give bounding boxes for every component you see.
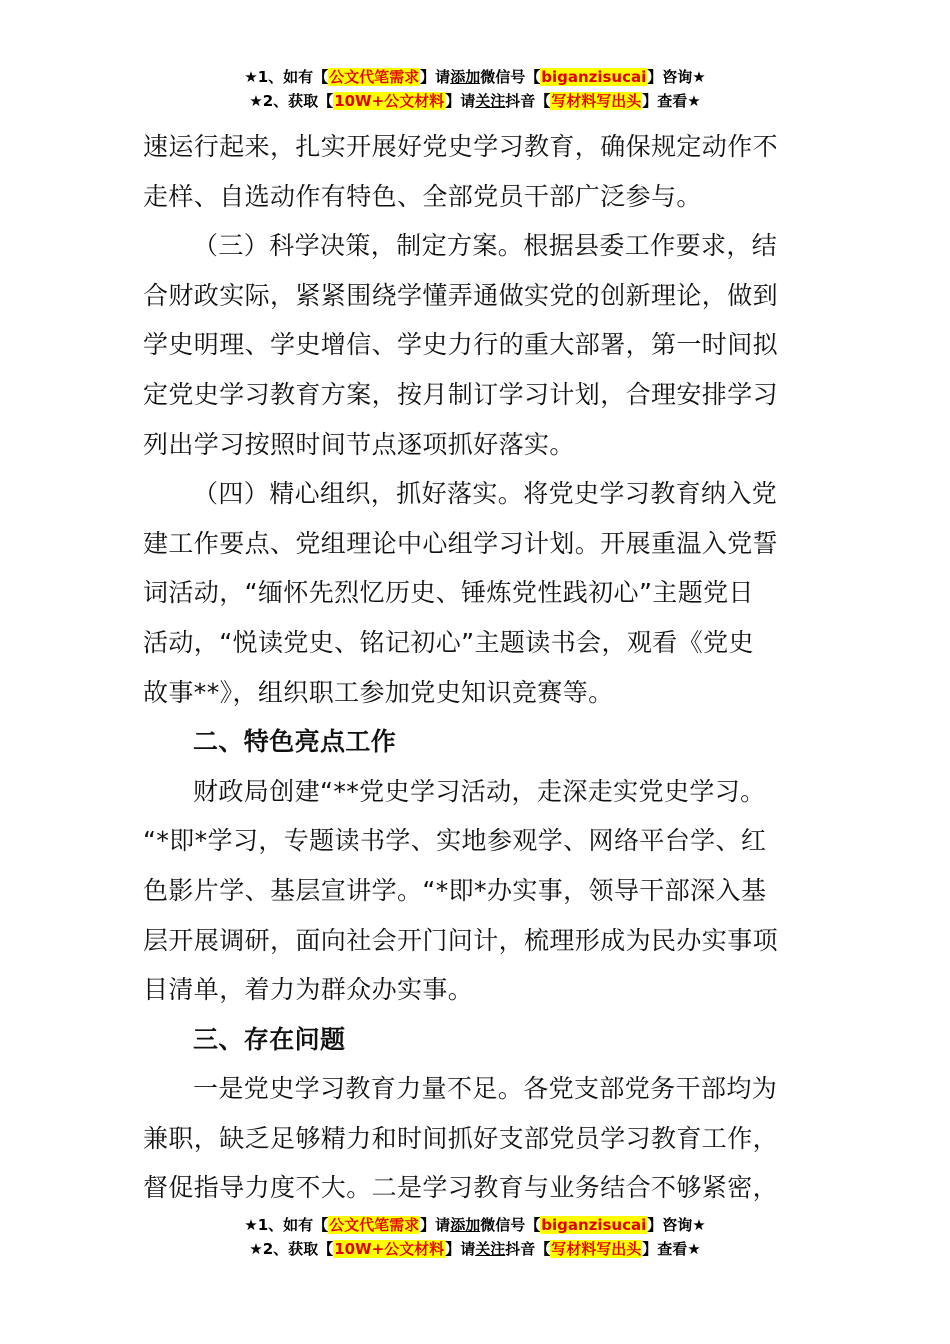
banner-line-1 [0,1214,950,1238]
banner-underline: 添加 [450,1216,481,1234]
paragraph [143,122,811,221]
banner-underline: 添加 [450,68,481,86]
text-line: 兼职，缺乏足够精力和时间抓好支部党员学习教育工作， [143,1123,779,1153]
banner-highlight: 公文代笔需求 [329,68,420,86]
text-line: 色影片学、基层宣讲学。“*即*办实事，领导干部深入基 [143,875,767,905]
text-line: 财政局创建“**党史学习活动，走深走实党史学习。 [193,776,766,806]
text-line: 故事**》，组织职工参加党史知识竞赛等。 [143,677,614,707]
banner-text: ★2、获取【 [249,1240,334,1258]
banner-highlight: 10W+公文材料 [334,92,445,110]
text-line: 目清单，着力为群众办实事。 [143,975,474,1005]
banner-text: 抖音【 [505,1240,551,1258]
banner-line-2 [0,1238,950,1262]
banner-text: 抖音【 [505,92,551,110]
text-line: 活动，“悦读党史、铭记初心”主题读书会，观看《党史 [143,627,754,657]
banner-text: 】咨询★ [647,68,706,86]
banner-text: 微信号【 [480,68,541,86]
text-line: 走样、自选动作有特色、全部党员干部广泛参与。 [143,181,702,211]
text-line: 督促指导力度不大。二是学习教育与业务结合不够紧密， [143,1173,779,1203]
banner-highlight: 10W+公文材料 [334,1240,445,1258]
banner-text: 】请 [445,1240,476,1258]
wechat-id-highlight: biganzisucai [541,68,647,86]
text-line: 一是党史学习教育力量不足。各党支部党务干部均为 [193,1074,778,1104]
banner-highlight: 公文代笔需求 [329,1216,420,1234]
banner-text: ★1、如有【 [244,68,329,86]
text-line: 列出学习按照时间节点逐项抓好落实。 [143,429,575,459]
text-line: 合财政实际，紧紧围绕学懂弄通做实党的创新理论，做到 [143,280,779,310]
banner-text: ★1、如有【 [244,1216,329,1234]
paragraph [143,1064,811,1213]
banner-text: 】请 [420,1216,451,1234]
header-banner [0,66,950,114]
text-line: 速运行起来，扎实开展好党史学习教育，确保规定动作不 [143,132,779,161]
banner-text: 】请 [420,68,451,86]
banner-line-2 [0,90,950,114]
section-heading: 三、存在问题 [193,1024,346,1054]
text-line: 学史明理、学史增信、学史力行的重大部署，第一时间拟 [143,330,779,360]
banner-underline: 关注 [475,92,506,110]
banner-text: ★2、获取【 [249,92,334,110]
wechat-id-highlight: biganzisucai [541,1216,647,1234]
paragraph [143,469,811,717]
text-line: 定党史学习教育方案，按月制订学习计划，合理安排学习 [143,379,779,409]
document-body [143,122,811,1213]
banner-line-1 [0,66,950,90]
banner-underline: 关注 [475,1240,506,1258]
banner-text: 】请 [445,92,476,110]
banner-text: 】查看★ [642,92,701,110]
paragraph [143,221,811,469]
paragraph [143,767,811,1015]
text-line: “*即*学习，专题读书学、实地参观学、网络平台学、红 [143,826,767,856]
banner-text: 】查看★ [642,1240,701,1258]
text-line: 词活动，“缅怀先烈忆历史、锤炼党性践初心”主题党日 [143,578,754,608]
text-line: 层开展调研，面向社会开门问计，梳理形成为民办实事项 [143,925,779,955]
footer-banner [0,1214,950,1262]
douyin-id-highlight: 写材料写出头 [551,92,642,110]
text-line: 建工作要点、党组理论中心组学习计划。开展重温入党誓 [143,528,779,558]
douyin-id-highlight: 写材料写出头 [551,1240,642,1258]
banner-text: 】咨询★ [647,1216,706,1234]
banner-text: 微信号【 [480,1216,541,1234]
text-line: （四）精心组织，抓好落实。将党史学习教育纳入党 [193,479,778,509]
text-line: （三）科学决策，制定方案。根据县委工作要求，结 [193,231,778,261]
section-heading: 二、特色亮点工作 [193,727,397,757]
